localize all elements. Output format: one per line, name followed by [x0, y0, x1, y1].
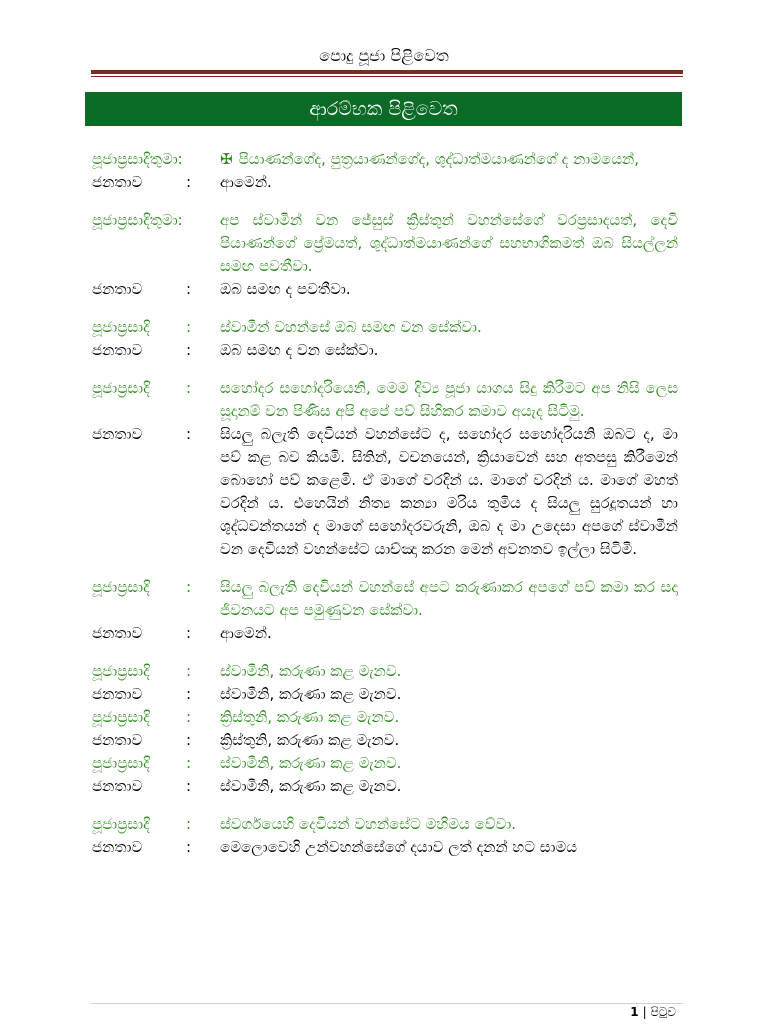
speaker-label: පූජාප්‍රසාදි : — [92, 377, 220, 423]
speaker-label: පූජාප්‍රසාදිතුමා: — [92, 211, 183, 229]
liturgy-row — [92, 775, 678, 798]
speaker-colon: : — [186, 341, 192, 359]
liturgy-row — [92, 660, 678, 683]
line-text — [220, 148, 678, 171]
line-text: සහෝදර සහෝදරියෙනි, මෙම දිව්‍ය පූජා යාගය සිදු කිරීමට අප නිසි ලෙස සූදානම් වන පිණිස අපි අපේ පව් සිහිකර කමාව අයැද සිටිමු. — [220, 379, 678, 420]
speaker-label: පූජාප්‍රසාදි : — [92, 316, 220, 339]
footer-separator: | — [642, 1005, 647, 1019]
liturgy-row — [92, 622, 678, 645]
liturgy-row — [92, 209, 678, 278]
spacer — [92, 561, 678, 576]
footer-rule — [91, 1003, 683, 1004]
section-title: ආරම්භක පිළිවෙත — [85, 92, 682, 126]
speaker-label: පූජාප්‍රසාදිතුමා: — [92, 150, 183, 168]
page-footer — [630, 1005, 676, 1020]
liturgy-row — [92, 683, 678, 706]
line-text: අප ස්වාමීන් වන ජේසුස් ක්‍රිස්තුන් වහන්සේගේ වරප්‍රසාදයත්, දෙවි පියාණන්ගේ ප්‍රේමයත්, ශුද්ධාත්මයාණන්ගේ සහභාගිකමත් ඔබ සියල්ලන් සමඟ පවතීවා. — [220, 211, 678, 275]
line-text-body: පියාණන්ගේද, පුත්‍රයාණන්ගේද, ශුද්ධාත්මයාණන්ගේ ද නාමයෙන්, — [238, 150, 639, 168]
line-text: ස්වාමීනි, කරුණා කළ මැනව. — [220, 662, 402, 680]
liturgy-content — [92, 148, 678, 859]
speaker-label: ජනතාව : — [92, 423, 220, 561]
line-text: ක්‍රිස්තුනි, කරුණා කළ මැනව. — [220, 731, 400, 749]
speaker-label: පූජාප්‍රසාදි : — [92, 660, 220, 683]
speaker-colon: : — [186, 708, 192, 726]
liturgy-row — [92, 316, 678, 339]
speaker-label: ජනතාව : — [92, 171, 220, 194]
liturgy-row — [92, 813, 678, 836]
speaker-colon: : — [186, 777, 192, 795]
speaker-colon: : — [186, 624, 192, 642]
speaker-colon: : — [186, 754, 192, 772]
speaker-label: ජනතාව : — [92, 339, 220, 362]
line-text: ක්‍රිස්තුනි, කරුණා කළ මැනව. — [220, 708, 400, 726]
speaker-colon: : — [186, 731, 192, 749]
line-text: ආමෙන්. — [220, 173, 272, 191]
speaker-colon: : — [186, 173, 192, 191]
speaker-label: පූජාප්‍රසාදි : — [92, 813, 220, 836]
line-text: ඔබ සමඟ ද වන සේක්වා. — [220, 341, 379, 359]
line-text: ආමෙන්. — [220, 624, 272, 642]
speaker-label: පූජාප්‍රසාදි : — [92, 752, 220, 775]
line-text: සියලු බලැති දෙවියන් වහන්සේ අපට කරුණාකර අපගේ පව් කමා කර සදා ජීවනයට අප පමුණුවන සේක්වා. — [220, 578, 678, 619]
speaker-colon: : — [186, 838, 192, 856]
line-text: ස්වාමීනි, කරුණා කළ මැනව. — [220, 754, 402, 772]
speaker-label: ජනතාව : — [92, 683, 220, 706]
liturgy-row — [92, 377, 678, 423]
speaker-label: ජනතාව : — [92, 278, 220, 301]
liturgy-row — [92, 148, 678, 171]
spacer — [92, 645, 678, 660]
speaker-colon: : — [186, 425, 192, 443]
line-text: ස්වර්ගයෙහි දෙවියන් වහන්සේට මහිමය වේවා. — [220, 815, 517, 833]
liturgy-row — [92, 339, 678, 362]
line-text: මෙලොවෙහි උන්වහන්සේගේ දයාව ලත් දනන් හට සාමය — [220, 838, 578, 856]
page-header: පොදු පූජා පිළිවෙත — [319, 46, 449, 65]
spacer — [92, 362, 678, 377]
speaker-colon: : — [186, 578, 192, 596]
line-text: ස්වාමීනි, කරුණා කළ මැනව. — [220, 685, 402, 703]
header-rule-thick — [91, 70, 683, 74]
header-rule-thin — [91, 76, 683, 77]
speaker-label: ජනතාව : — [92, 836, 220, 859]
speaker-label: පූජාප්‍රසාදි : — [92, 706, 220, 729]
page-number: 1 — [630, 1005, 639, 1019]
line-text: ඔබ සමඟ ද පවතීවා. — [220, 280, 351, 298]
spacer — [92, 301, 678, 316]
liturgy-row — [92, 278, 678, 301]
speaker-colon: : — [186, 815, 192, 833]
line-text: සියලු බලැති දෙවියන් වහන්සේට ද, සහෝදර සහෝදරියනි ඔබට ද, මා පව් කළ බව කියමි. සිතින්, වචනයෙන්, ක්‍රියාවෙන් සහ අතපසු කිරීමෙන් බොහෝ පව් කළෙමි. ඒ මාගේ වරදින් ය. මාගේ වරදින් ය. මාගේ මහත් වරදින් ය. එහෙයින් නිත්‍ය කන්‍යා මරිය තුමිය ද සියලු සුරදූතයන් හා ශුද්ධවන්තයන් ද මාගේ සහෝදරවරුනි, ඔබ ද මා උදෙසා අපගේ ස්වාමීන් වන දෙවියන් වහන්සේට යාච්ඤා කරන මෙන් අවනතව ඉල්ලා සිටිමි. — [220, 425, 678, 558]
speaker-label: ජනතාව : — [92, 775, 220, 798]
liturgy-row — [92, 423, 678, 561]
liturgy-row — [92, 576, 678, 622]
speaker-colon: : — [186, 318, 192, 336]
liturgy-row — [92, 171, 678, 194]
spacer — [92, 798, 678, 813]
speaker-colon: : — [186, 379, 192, 397]
speaker-colon: : — [186, 662, 192, 680]
liturgy-row — [92, 752, 678, 775]
liturgy-row — [92, 729, 678, 752]
speaker-label: ජනතාව : — [92, 622, 220, 645]
speaker-colon: : — [186, 685, 192, 703]
spacer — [92, 194, 678, 209]
speaker-label: ජනතාව : — [92, 729, 220, 752]
speaker-label: පූජාප්‍රසාදි : — [92, 576, 220, 622]
page-label: පිටුව — [650, 1005, 676, 1019]
line-text: ස්වාමීන් වහන්සේ ඔබ සමඟ වන සේක්වා. — [220, 318, 482, 336]
speaker-colon: : — [186, 280, 192, 298]
cross-icon: ✠ — [220, 150, 233, 168]
liturgy-row — [92, 836, 678, 859]
line-text: ස්වාමීනි, කරුණා කළ මැනව. — [220, 777, 402, 795]
liturgy-row — [92, 706, 678, 729]
